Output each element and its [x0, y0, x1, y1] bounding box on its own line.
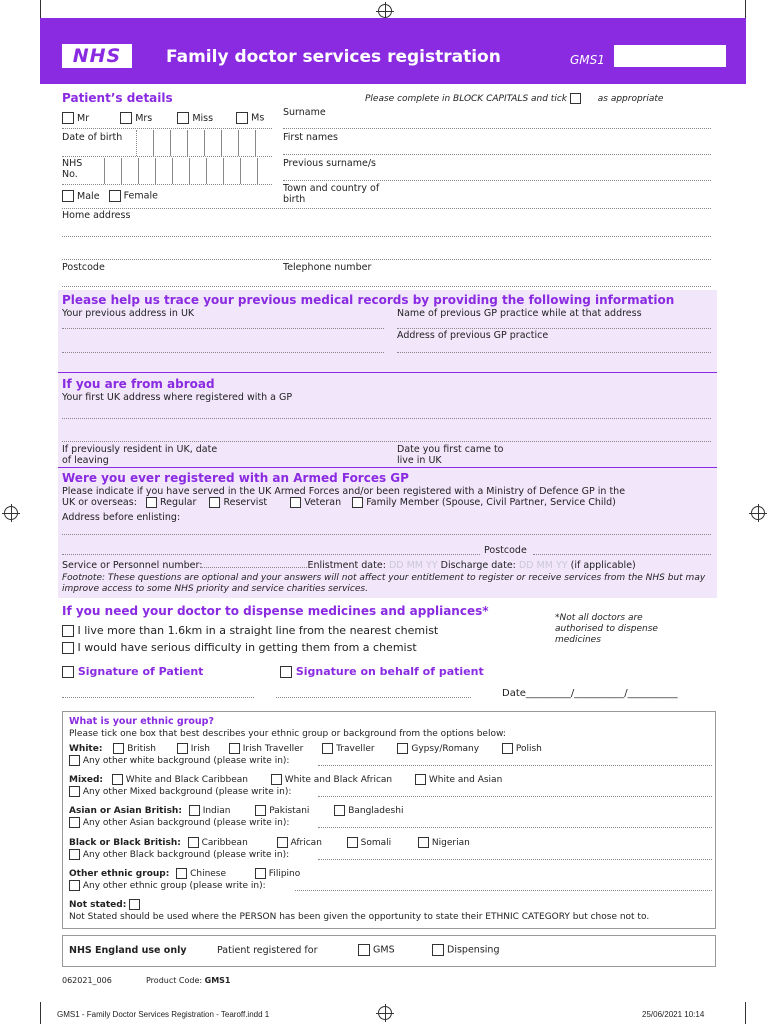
- asian-other-field[interactable]: [318, 827, 712, 828]
- first-uk-address-field-2[interactable]: [62, 441, 711, 442]
- section-title-armed: Were you ever registered with an Armed Forces GP: [62, 471, 409, 485]
- ethnic-asian-row: Asian or Asian British: Indian Pakistani Bangladeshi: [69, 806, 404, 816]
- form-code-box: [614, 45, 726, 67]
- enlist-date-field[interactable]: DD MM YY: [388, 560, 438, 571]
- other-chinese-checkbox[interactable]: [176, 868, 187, 879]
- armed-text: Please indicate if you have served in the UK Armed Forces and/or been registered with a Ministry of Defence GP in the: [62, 486, 626, 497]
- dispensing-option[interactable]: Dispensing: [432, 944, 499, 956]
- white-irish-traveller-checkbox[interactable]: [229, 743, 240, 754]
- ethnic-mixed-other[interactable]: Any other Mixed background (please write in):: [69, 786, 291, 797]
- other-filipino-checkbox[interactable]: [255, 868, 266, 879]
- female-checkbox[interactable]: [109, 190, 121, 202]
- ethnic-intro: Please tick one box that best describes your ethnic group or background from the options below:: [69, 729, 506, 739]
- address-before-field[interactable]: [62, 534, 711, 535]
- ethnic-not-stated[interactable]: Not stated:: [69, 899, 140, 910]
- black-somali-checkbox[interactable]: [347, 837, 358, 848]
- mixed-wa-checkbox[interactable]: [415, 774, 426, 785]
- registration-mark-right: [751, 506, 765, 520]
- gms-option[interactable]: GMS: [358, 944, 395, 956]
- nhs-logo: NHS: [62, 44, 132, 68]
- section-title-patient: Patient’s details: [62, 91, 173, 105]
- ethnic-black-row: Black or Black British: Caribbean African Somali Nigerian: [69, 838, 470, 848]
- signature-behalf[interactable]: Signature on behalf of patient: [280, 665, 484, 678]
- ethnic-title: What is your ethnic group?: [69, 716, 214, 727]
- reservist-checkbox[interactable]: [209, 497, 220, 508]
- surname-label: Surname: [283, 107, 326, 118]
- prev-resident-label: If previously resident in UK, date of leaving: [62, 444, 218, 466]
- form-code: GMS1: [570, 53, 605, 67]
- service-no-field[interactable]: [202, 567, 307, 568]
- white-polish-checkbox[interactable]: [502, 743, 513, 754]
- service-row: Service or Personnel number: Enlistment date: DD MM YY Discharge date: DD MM YY (if applicable): [62, 560, 636, 571]
- male-checkbox[interactable]: [62, 190, 74, 202]
- gms-checkbox[interactable]: [358, 944, 370, 956]
- not-stated-text: Not Stated should be used where the PERSON has been given the opportunity to state their ETHNIC CATEGORY but chose not to.: [69, 912, 650, 922]
- postcode-field[interactable]: [62, 286, 711, 287]
- prev-address-field[interactable]: [62, 328, 384, 329]
- gender-options[interactable]: Male Female: [62, 190, 158, 202]
- date-field[interactable]: Date_________/__________/__________: [502, 688, 678, 699]
- armed-footnote: Footnote: These questions are optional and your answers will not affect your entitlement to register or receive services from the NHS but may improve access to some NHS priority and service charities services.: [62, 573, 706, 594]
- asian-indian-checkbox[interactable]: [189, 805, 200, 816]
- footer-date: 25/06/2021 10:14: [642, 1010, 705, 1019]
- ethnic-white-row: White: British Irish Irish Traveller Traveller Gypsy/Romany Polish: [69, 744, 542, 754]
- mixed-wba-checkbox[interactable]: [271, 774, 282, 785]
- title-ms-checkbox[interactable]: [236, 112, 248, 124]
- prev-address-field-2[interactable]: [62, 352, 384, 353]
- black-other-checkbox[interactable]: [69, 849, 80, 860]
- first-uk-address-label: Your first UK address where registered with a GP: [62, 392, 293, 403]
- registration-mark-bottom: [378, 1006, 392, 1020]
- white-gypsy-checkbox[interactable]: [397, 743, 408, 754]
- trim-line: [40, 1002, 41, 1024]
- prev-surname-field[interactable]: [283, 180, 711, 181]
- divider: [58, 467, 717, 468]
- home-address-field-2[interactable]: [62, 259, 711, 260]
- ethnic-black-other[interactable]: Any other Black background (please write in):: [69, 849, 289, 860]
- signature-behalf-field[interactable]: [276, 697, 471, 698]
- footer-file: GMS1 - Family Doctor Services Registration - Tearoff.indd 1: [57, 1010, 270, 1019]
- nhs-england-label: NHS England use only: [69, 945, 187, 956]
- dispense-option-1[interactable]: I live more than 1.6km in a straight line from the nearest chemist: [62, 624, 438, 637]
- dispense-note: *Not all doctors are authorised to dispense medicines: [555, 613, 658, 645]
- prev-gp-address-label: Address of previous GP practice: [397, 330, 549, 341]
- dispense-option-2[interactable]: I would have serious difficulty in getting them from a chemist: [62, 641, 417, 654]
- mixed-other-field[interactable]: [318, 796, 712, 797]
- ethnic-white-other[interactable]: Any other white background (please write in):: [69, 755, 289, 766]
- instruction-text: Please complete in BLOCK CAPITALS and tick as appropriate: [365, 94, 664, 104]
- signature-patient-field[interactable]: [62, 697, 254, 698]
- white-other-checkbox[interactable]: [69, 755, 80, 766]
- family-member-checkbox[interactable]: [352, 497, 363, 508]
- prev-address-label: Your previous address in UK: [62, 308, 195, 319]
- asian-other-checkbox[interactable]: [69, 817, 80, 828]
- surname-field[interactable]: [283, 128, 711, 129]
- prev-gp-address-field[interactable]: [397, 352, 711, 353]
- other-other-field[interactable]: [295, 890, 712, 891]
- title-mrs-checkbox[interactable]: [120, 112, 132, 124]
- section-title-abroad: If you are from abroad: [62, 377, 215, 391]
- footer-ref: 062021_006: [62, 976, 112, 985]
- town-label: Town and country of birth: [283, 183, 380, 205]
- trim-line: [40, 0, 41, 18]
- black-nigerian-checkbox[interactable]: [418, 837, 429, 848]
- asian-bangladeshi-checkbox[interactable]: [334, 805, 345, 816]
- black-other-field[interactable]: [318, 859, 712, 860]
- first-names-label: First names: [283, 132, 338, 143]
- armed-postcode-label: Postcode: [484, 545, 527, 556]
- armed-postcode-field[interactable]: [533, 554, 711, 555]
- white-other-field[interactable]: [318, 765, 712, 766]
- black-caribbean-checkbox[interactable]: [188, 837, 199, 848]
- form-title: Family doctor services registration: [166, 47, 501, 67]
- divider: [62, 184, 272, 185]
- title-options[interactable]: Mr Mrs Miss Ms: [62, 112, 264, 124]
- divider: [62, 128, 272, 129]
- trim-line: [745, 1002, 746, 1024]
- home-address-label: Home address: [62, 210, 131, 221]
- ethnic-mixed-row: Mixed: White and Black Caribbean White and Black African White and Asian: [69, 775, 503, 785]
- trim-line: [745, 0, 746, 18]
- prev-surname-label: Previous surname/s: [283, 158, 376, 169]
- asian-pakistani-checkbox[interactable]: [255, 805, 266, 816]
- other-other-checkbox[interactable]: [69, 880, 80, 891]
- signature-behalf-checkbox[interactable]: [280, 666, 292, 678]
- nhs-no-boxes[interactable]: [88, 158, 272, 184]
- home-address-field[interactable]: [62, 236, 711, 237]
- date-came-label: Date you first came to live in UK: [397, 444, 504, 466]
- ethnic-asian-other[interactable]: Any other Asian background (please write in):: [69, 817, 289, 828]
- ethnic-other-other[interactable]: Any other ethnic group (please write in):: [69, 880, 266, 891]
- registration-mark-top: [378, 4, 392, 18]
- dispense-difficulty-checkbox[interactable]: [62, 642, 74, 654]
- dispensing-checkbox[interactable]: [432, 944, 444, 956]
- ethnic-other-row: Other ethnic group: Chinese Filipino: [69, 869, 301, 879]
- white-irish-checkbox[interactable]: [177, 743, 188, 754]
- signature-patient-checkbox[interactable]: [62, 666, 74, 678]
- dispense-distance-checkbox[interactable]: [62, 625, 74, 637]
- address-before-field-2[interactable]: [62, 554, 480, 555]
- prev-gp-name-label: Name of previous GP practice while at that address: [397, 308, 642, 319]
- prev-gp-name-field[interactable]: [397, 328, 711, 329]
- postcode-label: Postcode: [62, 262, 105, 273]
- patient-registered-label: Patient registered for: [217, 945, 318, 956]
- address-before-label: Address before enlisting:: [62, 512, 181, 523]
- example-checkbox: [570, 93, 581, 104]
- telephone-label: Telephone number: [283, 262, 372, 273]
- section-title-trace: Please help us trace your previous medical records by providing the following information: [62, 293, 675, 307]
- section-title-dispense: If you need your doctor to dispense medicines and appliances*: [62, 604, 489, 618]
- divider: [58, 372, 717, 373]
- dob-label: Date of birth: [62, 132, 123, 143]
- signature-patient[interactable]: Signature of Patient: [62, 665, 203, 678]
- town-field[interactable]: [62, 208, 711, 209]
- veteran-checkbox[interactable]: [290, 497, 301, 508]
- nhs-no-label: NHS No.: [62, 158, 83, 180]
- title-mr-checkbox[interactable]: [62, 112, 74, 124]
- registration-mark-left: [4, 506, 18, 520]
- mixed-wbc-checkbox[interactable]: [112, 774, 123, 785]
- discharge-date-field[interactable]: DD MM YY: [518, 560, 568, 571]
- not-stated-checkbox[interactable]: [129, 899, 140, 910]
- white-british-checkbox[interactable]: [113, 743, 124, 754]
- black-african-checkbox[interactable]: [277, 837, 288, 848]
- regular-checkbox[interactable]: [146, 497, 157, 508]
- first-names-field[interactable]: [283, 154, 711, 155]
- title-miss-checkbox[interactable]: [177, 112, 189, 124]
- first-uk-address-field[interactable]: [62, 418, 711, 419]
- white-traveller-checkbox[interactable]: [322, 743, 333, 754]
- divider: [62, 156, 272, 157]
- footer-product: Product Code: GMS1: [146, 976, 231, 985]
- mixed-other-checkbox[interactable]: [69, 786, 80, 797]
- armed-options[interactable]: UK or overseas: Regular Reservist Veteran Family Member (Spouse, Civil Partner, Service Child): [62, 497, 616, 508]
- dob-boxes[interactable]: [136, 130, 272, 156]
